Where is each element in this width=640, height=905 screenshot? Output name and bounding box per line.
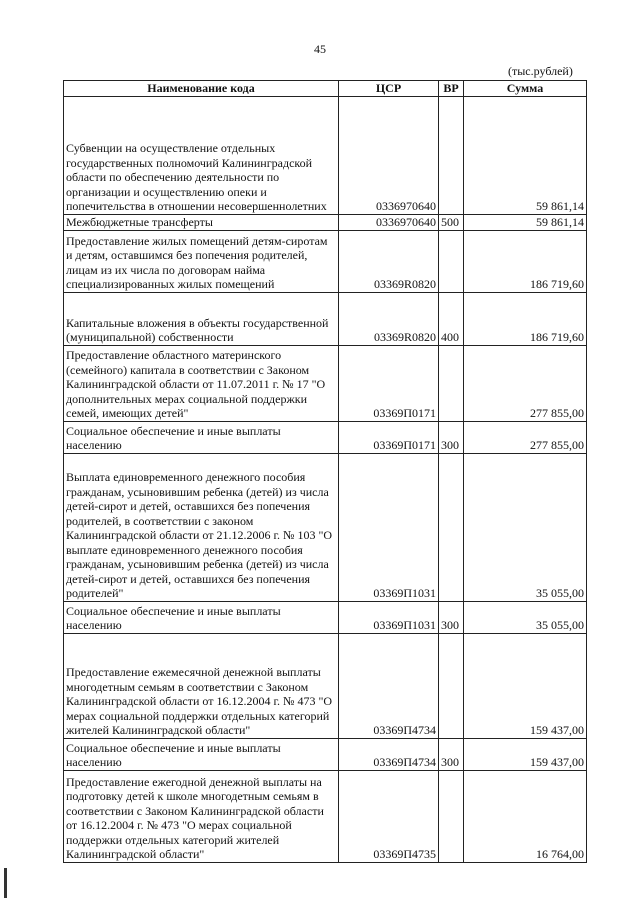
row-sum: 186 719,60 [464,230,587,292]
row-csr: 03369П1031 [339,601,439,633]
row-sum: 35 055,00 [464,601,587,633]
row-csr: 03369П1031 [339,453,439,601]
table-header-row [64,81,587,97]
row-vr [439,345,464,421]
row-csr: 03369П0171 [339,421,439,453]
table-row [64,453,587,601]
row-name: Межбюджетные трансферты [64,214,339,230]
row-vr: 300 [439,601,464,633]
units-label: (тыс.рублей) [508,64,573,78]
row-name: Выплата единовременного денежного пособия гражданам, усыновившим ребенка (детей) из числа детей-сирот и детей, оставшихся без попечения родителей, в соответствии с законом Калининградской области от 21.12.2006 г. № 103 "О выплате единовременного денежного пособия гражданам, усыновившим ребенка (детей) из числа детей-сирот и детей, оставшихся без попечения родителей" [64,453,339,601]
row-csr: 03369R0820 [339,292,439,345]
row-csr: 03369П4734 [339,738,439,770]
row-name: Социальное обеспечение и иные выплаты населению [64,601,339,633]
row-vr [439,96,464,214]
row-sum: 186 719,60 [464,292,587,345]
page-number: 45 [314,42,326,56]
header-csr: ЦСР [339,81,439,97]
row-vr [439,230,464,292]
scan-margin-mark [4,868,7,898]
row-vr [439,770,464,862]
table-row [64,230,587,292]
row-sum: 59 861,14 [464,96,587,214]
table-row [64,345,587,421]
budget-table [63,80,587,863]
row-name: Предоставление ежемесячной денежной выплаты многодетным семьям в соответствии с Законом Калининградской области от 16.12.2004 г. № 473 "О мерах социальной поддержки отдельных категорий жителей Калининградской области" [64,633,339,738]
table-row [64,421,587,453]
row-name: Предоставление жилых помещений детям-сиротам и детям, оставшимся без попечения родителей, лицам из их числа по договорам найма специализированных жилых помещений [64,230,339,292]
row-vr [439,633,464,738]
row-name: Предоставление областного материнского (семейного) капитала в соответствии с Законом Калининградской области от 11.07.2011 г. № 17 "О дополнительных мерах социальной поддержки семей, имеющих детей" [64,345,339,421]
row-name: Предоставление ежегодной денежной выплаты на подготовку детей к школе многодетным семьям в соответствии с Законом Калининградской области от 16.12.2004 г. № 473 "О мерах социальной поддержки отдельных категорий жителей Калининградской области" [64,770,339,862]
row-sum: 16 764,00 [464,770,587,862]
row-sum: 159 437,00 [464,633,587,738]
header-vr: ВР [439,81,464,97]
row-csr: 0336970640 [339,214,439,230]
row-name: Социальное обеспечение и иные выплаты населению [64,738,339,770]
row-name: Социальное обеспечение и иные выплаты населению [64,421,339,453]
row-csr: 03369П0171 [339,345,439,421]
row-csr: 0336970640 [339,96,439,214]
table-row [64,292,587,345]
row-vr: 300 [439,738,464,770]
row-vr: 500 [439,214,464,230]
row-csr: 03369R0820 [339,230,439,292]
header-name: Наименование кода [64,81,339,97]
row-sum: 277 855,00 [464,345,587,421]
row-csr: 03369П4735 [339,770,439,862]
table-row [64,96,587,214]
header-sum: Сумма [464,81,587,97]
table-row [64,214,587,230]
row-name: Капитальные вложения в объекты государственной (муниципальной) собственности [64,292,339,345]
row-sum: 59 861,14 [464,214,587,230]
row-vr: 300 [439,421,464,453]
row-sum: 159 437,00 [464,738,587,770]
row-sum: 277 855,00 [464,421,587,453]
row-csr: 03369П4734 [339,633,439,738]
row-vr: 400 [439,292,464,345]
table-row [64,601,587,633]
table-row [64,633,587,738]
row-name: Субвенции на осуществление отдельных государственных полномочий Калининградской области по обеспечению деятельности по организации и осуществлению опеки и попечительства в отношении несовершеннолетних [64,96,339,214]
row-sum: 35 055,00 [464,453,587,601]
row-vr [439,453,464,601]
table-row [64,738,587,770]
table-row [64,770,587,862]
